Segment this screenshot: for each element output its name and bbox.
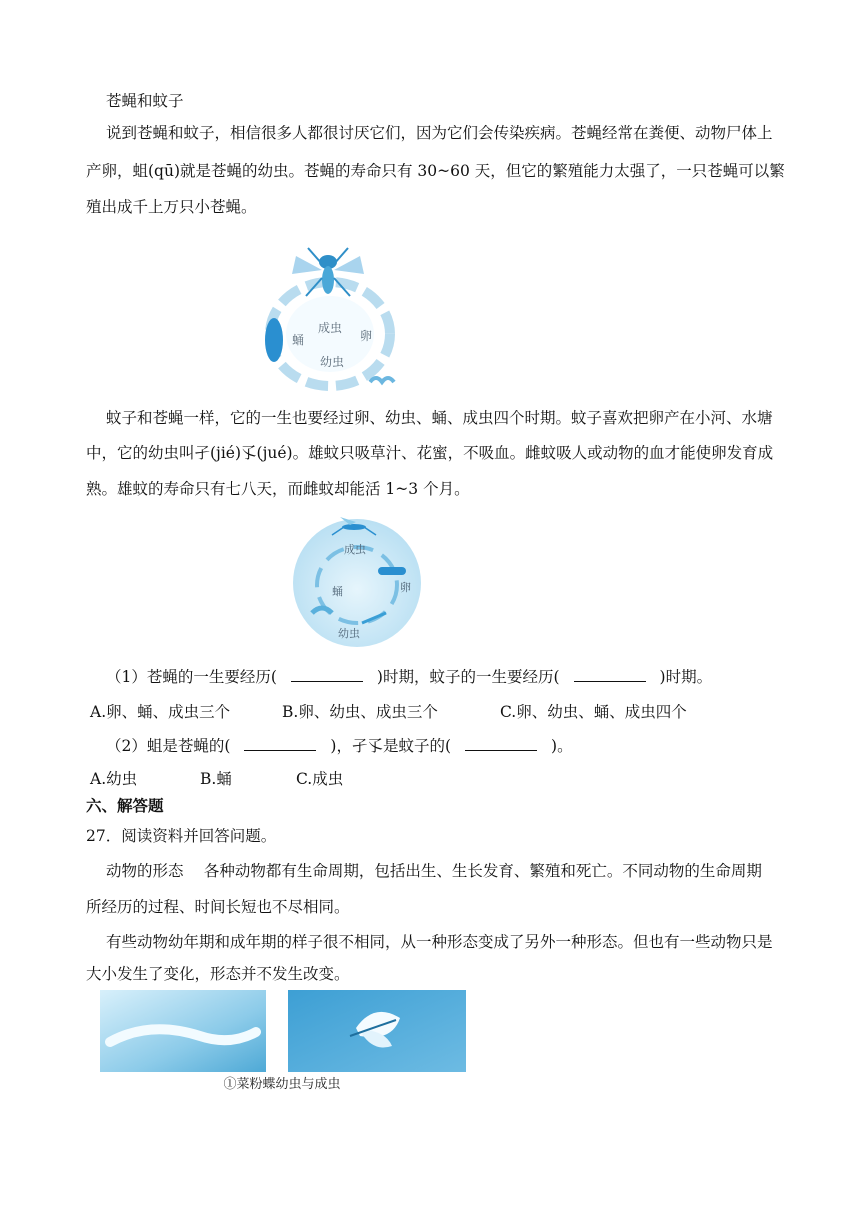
question-2	[106, 730, 573, 762]
passage-heading: 苍蝇和蚊子	[106, 92, 184, 110]
question-1-option-c[interactable]: C.卵、幼虫、蛹、成虫四个	[500, 703, 687, 721]
label-adult: 成虫	[318, 321, 343, 335]
question-27-paragraph-2-line-2: 大小发生了变化，形态并不发生改变。	[86, 965, 350, 983]
label-egg: 卵	[360, 329, 373, 343]
passage-paragraph-2-line-2: 中，它的幼虫叫孑(jié)孓(jué)。雄蚊只吸草汁、花蜜，不吸血。雌蚊吸人或动物的血才能使卵发育成	[86, 444, 774, 462]
question-2-option-c[interactable]: C.成虫	[296, 770, 344, 788]
passage-paragraph-1-line-2: 产卵，蛆(qū)就是苍蝇的幼虫。苍蝇的寿命只有 30~60 天，但它的繁殖能力太强了，一只苍蝇可以繁	[86, 162, 785, 180]
question-27-stem: 27．阅读资料并回答问题。	[86, 827, 277, 845]
passage-paragraph-2-line-1: 蚊子和苍蝇一样，它的一生也要经过卵、幼虫、蛹、成虫四个时期。蚊子喜欢把卵产在小河、水塘	[106, 409, 773, 427]
passage-paragraph-1-line-1: 说到苍蝇和蚊子，相信很多人都很讨厌它们，因为它们会传染疾病。苍蝇经常在粪便、动物尸体上	[106, 124, 773, 142]
passage-paragraph-2-line-3: 熟。雄蚊的寿命只有七八天，而雌蚊却能活 1~3 个月。	[86, 480, 470, 498]
question-27-paragraph-2-line-1: 有些动物幼年期和成年期的样子很不相同，从一种形态变成了另外一种形态。但也有一些动物只是	[106, 933, 773, 951]
fly-pupa-icon	[265, 318, 283, 362]
answer-blank-4[interactable]	[465, 736, 537, 751]
question-27-paragraph-1-line-2: 所经历的过程、时间长短也不尽相同。	[86, 898, 350, 916]
answer-blank-2[interactable]	[574, 667, 646, 682]
label-larva: 幼虫	[320, 355, 345, 369]
question-1-suffix: )时期。	[659, 668, 713, 686]
question-2-option-a[interactable]: A.幼虫	[90, 770, 138, 788]
question-2-option-b[interactable]: B.蛹	[200, 770, 232, 788]
label-egg: 卵	[400, 581, 411, 594]
question-1-option-a[interactable]: A.卵、蛹、成虫三个	[90, 703, 231, 721]
question-2-middle: )，孑孓是蚊子的(	[330, 737, 452, 755]
label-adult: 成虫	[344, 543, 366, 556]
question-2-suffix: )。	[551, 737, 573, 755]
answer-blank-1[interactable]	[291, 667, 363, 682]
answer-blank-3[interactable]	[244, 736, 316, 751]
question-1-option-b[interactable]: B.卵、幼虫、成虫三个	[282, 703, 438, 721]
photo-panels	[100, 990, 466, 1072]
cabbage-butterfly-figure	[100, 990, 466, 1102]
mosquito-life-cycle-figure	[292, 513, 422, 648]
passage-paragraph-1-line-3: 殖出成千上万只小苍蝇。	[86, 198, 257, 216]
question-1-middle: )时期，蚊子的一生要经历(	[376, 668, 560, 686]
figure-caption: ①菜粉蝶幼虫与成虫	[223, 1077, 341, 1092]
question-27-paragraph-1-line-1: 动物的形态 各种动物都有生命周期，包括出生、生长发育、繁殖和死亡。不同动物的生命周期	[106, 862, 762, 880]
label-pupa: 蛹	[332, 585, 343, 598]
mosquito-egg-icon	[378, 567, 406, 575]
section-title: 六、解答题	[86, 797, 164, 815]
question-2-prefix: （2）蛆是苍蝇的(	[106, 737, 231, 755]
label-larva: 幼虫	[338, 627, 360, 640]
fly-life-cycle-figure	[262, 234, 398, 392]
label-pupa: 蛹	[292, 333, 305, 347]
question-1-prefix: （1）苍蝇的一生要经历(	[106, 668, 277, 686]
question-1	[106, 661, 712, 693]
